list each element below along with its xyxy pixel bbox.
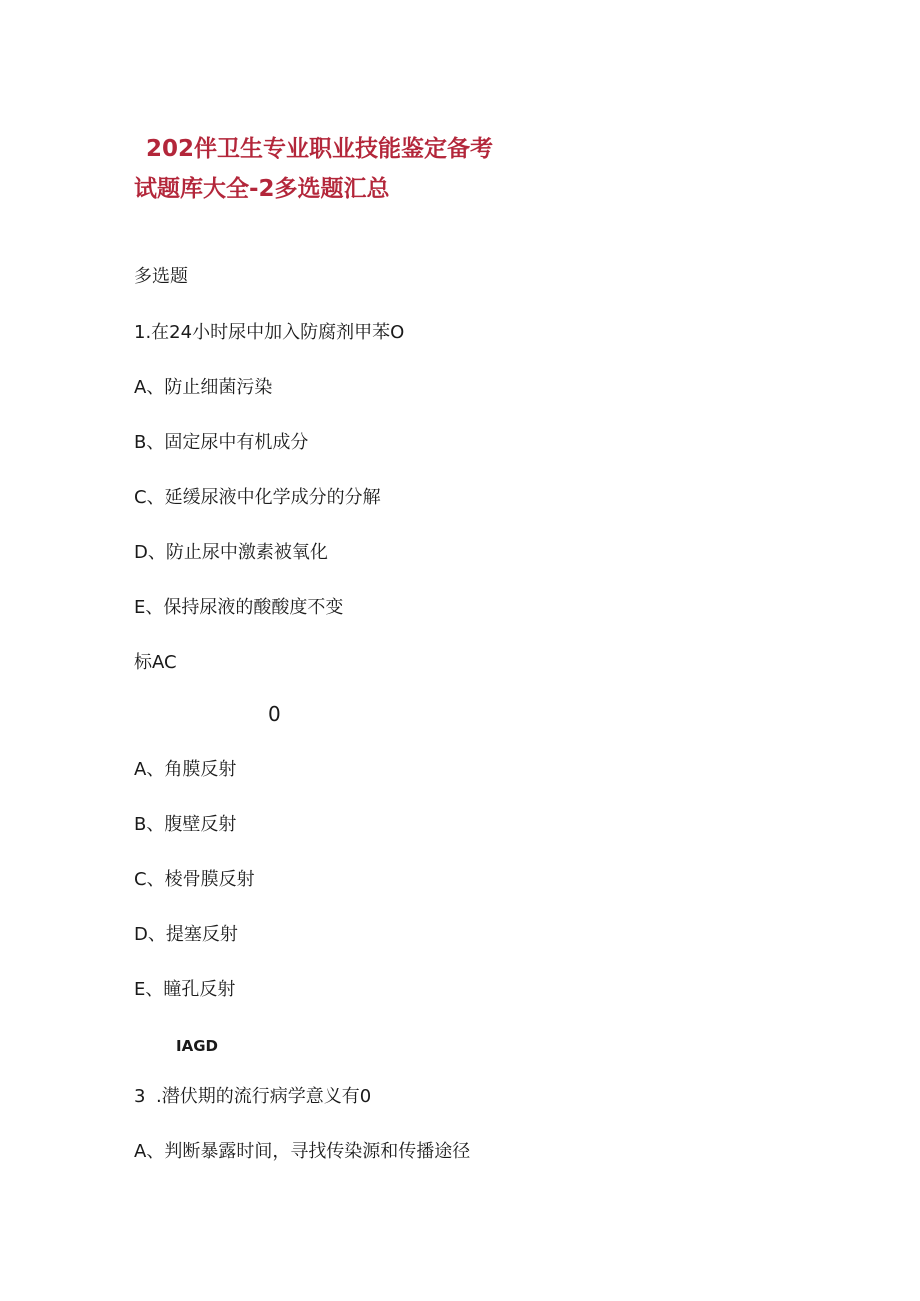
question-3-stem: .潜伏期的流行病学意义有0 (156, 1086, 372, 1107)
document-title-line-1: 202伴卫生专业职业技能鉴定备考 (146, 136, 494, 162)
question-2-option-a: A、角膜反射 (134, 759, 237, 780)
document-title-line-2: 试题库大全-2多选题汇总 (134, 176, 390, 202)
question-1-option-b: B、固定尿中有机成分 (134, 432, 309, 453)
question-3-option-a: A、判断暴露时间，寻找传染源和传播途径 (134, 1141, 471, 1162)
question-2-option-b: B、腹壁反射 (134, 814, 237, 835)
question-2-option-d: D、提塞反射 (134, 924, 238, 945)
question-2-stem: 0 (268, 702, 281, 726)
question-1-option-a: A、防止细菌污染 (134, 377, 273, 398)
question-2-answer: IAGD (176, 1037, 218, 1055)
question-1-answer: 标AC (134, 652, 177, 673)
question-1-option-d: D、防止尿中激素被氧化 (134, 542, 328, 563)
question-2-option-e: E、瞳孔反射 (134, 979, 236, 1000)
question-1-option-c: C、延缓尿液中化学成分的分解 (134, 487, 381, 508)
question-2-option-c: C、棱骨膜反射 (134, 869, 255, 890)
question-1-option-e: E、保持尿液的酸酸度不变 (134, 597, 344, 618)
question-3-number: 3 (134, 1086, 146, 1107)
section-heading: 多选题 (134, 266, 188, 287)
question-1-stem: 1.在24小时尿中加入防腐剂甲苯O (134, 322, 405, 343)
